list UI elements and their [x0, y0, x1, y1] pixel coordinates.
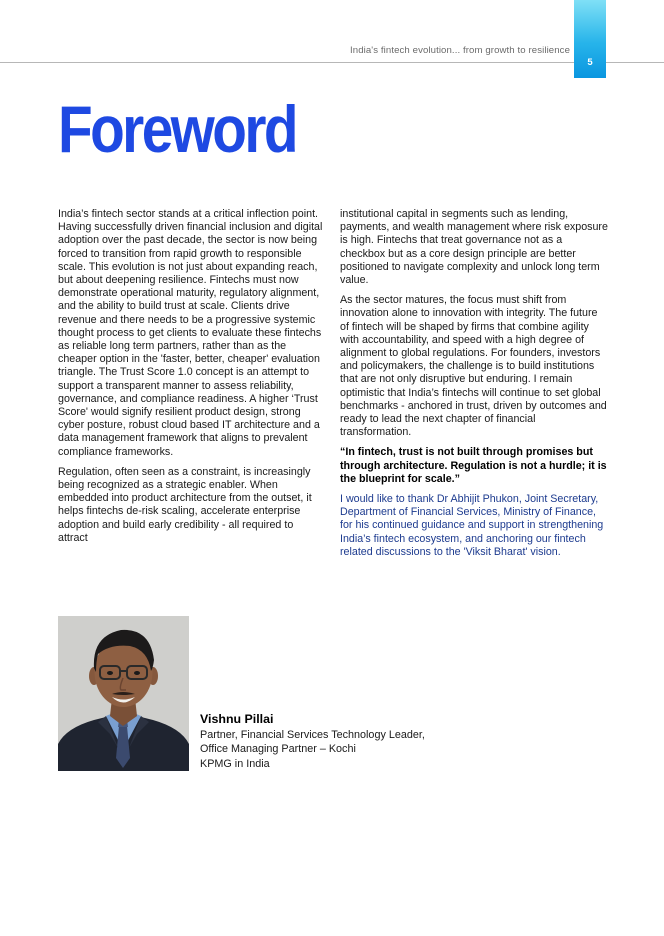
portrait-illustration: [58, 616, 189, 771]
left-column: [58, 208, 324, 552]
paragraph: Regulation, often seen as a constraint, is increasingly being recognized as a strategic enabler. When embedded into product architecture from the outset, it helps fintechs de-risk scaling, accelerate enterprise adoption and build early credibility - all required to attract: [58, 465, 312, 544]
running-header: India's fintech evolution... from growth to resilience: [350, 45, 570, 56]
author-title-line-2: Office Managing Partner – Kochi: [200, 743, 356, 756]
author-title-line-1: Partner, Financial Services Technology Leader,: [200, 729, 425, 742]
signature-block: [200, 712, 425, 771]
author-organization: KPMG in India: [200, 757, 270, 770]
right-column: [340, 208, 608, 566]
page-number: 5: [587, 57, 593, 68]
page-title: Foreword: [58, 92, 296, 166]
author-portrait: [58, 616, 189, 771]
author-name: Vishnu Pillai: [200, 712, 274, 726]
paragraph: institutional capital in segments such as lending, payments, and wealth management where risk exposure is high. Fintechs that treat governance not as a checkbox but as a core design principle are better positioned to navigate complexity and unlock long term value.: [340, 208, 608, 287]
paragraph: India’s fintech sector stands at a critical inflection point. Having successfully driven financial inclusion and digital adoption over the past decade, the sector is now being forced to transition from rapid growth to responsible scale. This evolution is not just about expanding reach, but about deepening resilience. Fintechs must now demonstrate operational maturity, regulatory alignment, and the ability to build trust at scale. Clients drive revenue and there needs to be a progressive systemic thought process to get clients to evaluate these fintechs as reliable long term partners, rather than as the cheaper option in the 'faster, better, cheaper' evaluation triangle. The Trust Score 1.0 concept is an attempt to support a transparent manner to assess reliability, governance, and compliance readiness. A higher ‘Trust Score' would signify resilient product design, strong cyber posture, robust cloud based IT architecture and a data management framework that aligns to prevalent compliance frameworks.: [58, 208, 323, 458]
header-rule: [0, 62, 664, 63]
pull-quote: “In fintech, trust is not built through promises but through architecture. Regulation is not a hurdle; it is the blueprint for scale.”: [340, 446, 607, 485]
acknowledgement: I would like to thank Dr Abhijit Phukon, Joint Secretary, Department of Financial Services, Ministry of Finance, for his continued guidance and support in strengthening India’s fintech ecosystem, and anchoring our fintech related discussions to the 'Viksit Bharat' vision.: [340, 493, 604, 558]
paragraph: As the sector matures, the focus must shift from innovation alone to innovation with integrity. The future of fintech will be shaped by firms that combine agility with accountability, and speed with a high degree of alignment to global regulations. For founders, investors and policymakers, the challenge is to build institutions that are not only disruptive but enduring. I remain optimistic that India’s fintechs will continue to set global benchmarks - anchored in trust, driven by outcomes and ready to lead the next chapter of financial transformation.: [340, 294, 607, 439]
